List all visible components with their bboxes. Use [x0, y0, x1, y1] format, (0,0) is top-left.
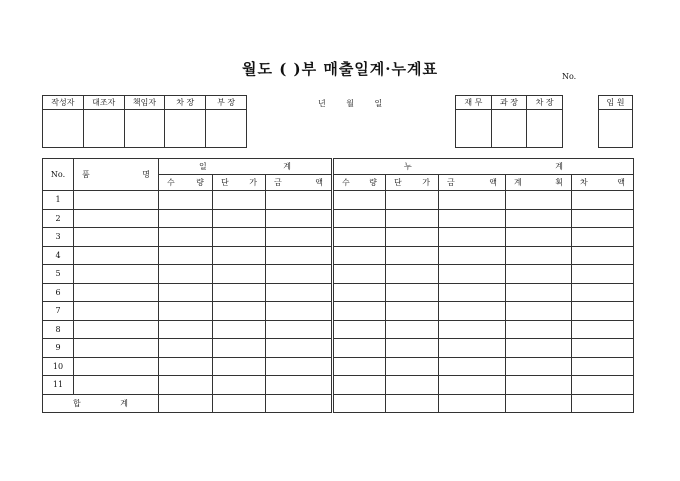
table-cell[interactable]: [333, 339, 386, 358]
table-cell[interactable]: [572, 246, 634, 265]
table-cell[interactable]: [266, 357, 333, 376]
table-cell[interactable]: [506, 209, 572, 228]
table-cell[interactable]: [266, 376, 333, 395]
table-cell[interactable]: [159, 246, 213, 265]
approval-stamp-cell[interactable]: [456, 110, 492, 148]
approval-box-left: [42, 95, 247, 148]
table-cell[interactable]: [266, 191, 333, 210]
table-cell[interactable]: [333, 228, 386, 247]
table-cell[interactable]: [74, 209, 159, 228]
table-cell[interactable]: [506, 283, 572, 302]
approval-stamp-cell[interactable]: [527, 110, 563, 148]
table-cell[interactable]: [386, 283, 439, 302]
approval-header-executive: 임 원: [599, 96, 633, 110]
table-row: [43, 339, 634, 358]
table-cell[interactable]: [386, 357, 439, 376]
table-cell[interactable]: [506, 228, 572, 247]
table-cell[interactable]: [74, 357, 159, 376]
table-cell[interactable]: [213, 339, 266, 358]
table-cell[interactable]: [439, 302, 506, 321]
row-number: 2: [43, 209, 74, 228]
table-cell[interactable]: [74, 265, 159, 284]
row-number: 7: [43, 302, 74, 321]
table-row: [43, 320, 634, 339]
daily-amount-header: 금 액: [266, 175, 333, 191]
table-cell[interactable]: [74, 320, 159, 339]
approval-header-section-chief: 과 장: [491, 96, 527, 110]
table-cell[interactable]: [159, 228, 213, 247]
table-row: [43, 228, 634, 247]
table-cell[interactable]: [386, 376, 439, 395]
row-number: 8: [43, 320, 74, 339]
approval-stamp-cell[interactable]: [83, 110, 124, 148]
table-cell[interactable]: [572, 394, 634, 412]
grand-total-label: 합 계: [43, 394, 159, 412]
daily-quantity-header: 수 량: [159, 175, 213, 191]
approval-header-deputy-right: 차 장: [527, 96, 563, 110]
table-cell[interactable]: [439, 228, 506, 247]
table-cell[interactable]: [159, 265, 213, 284]
table-cell[interactable]: [572, 376, 634, 395]
table-cell[interactable]: [213, 283, 266, 302]
table-cell[interactable]: [74, 376, 159, 395]
approval-header-finance: 재 무: [456, 96, 492, 110]
table-cell[interactable]: [572, 320, 634, 339]
table-row: [43, 283, 634, 302]
approval-header-deputy: 차 장: [165, 96, 206, 110]
table-cell[interactable]: [386, 339, 439, 358]
row-number: 10: [43, 357, 74, 376]
table-cell[interactable]: [266, 228, 333, 247]
table-cell[interactable]: [439, 376, 506, 395]
table-cell[interactable]: [159, 320, 213, 339]
table-cell[interactable]: [333, 394, 386, 412]
plan-header: 계 획: [506, 175, 572, 191]
table-cell[interactable]: [74, 191, 159, 210]
table-cell[interactable]: [386, 394, 439, 412]
table-cell[interactable]: [506, 394, 572, 412]
table-cell[interactable]: [333, 302, 386, 321]
table-cell[interactable]: [74, 339, 159, 358]
table-cell[interactable]: [572, 357, 634, 376]
row-number: 4: [43, 246, 74, 265]
row-number: 9: [43, 339, 74, 358]
daily-total-header: 일 계: [159, 159, 333, 175]
cumulative-total-header: 누 계: [333, 159, 634, 175]
row-number: 6: [43, 283, 74, 302]
row-number: 11: [43, 376, 74, 395]
table-cell[interactable]: [439, 209, 506, 228]
table-cell[interactable]: [386, 246, 439, 265]
approval-stamp-cell[interactable]: [599, 110, 633, 148]
table-cell[interactable]: [439, 265, 506, 284]
document-title: 월도 ( )부 매출일계·누계표: [242, 60, 438, 78]
table-cell[interactable]: [333, 246, 386, 265]
table-cell[interactable]: [386, 302, 439, 321]
table-cell[interactable]: [386, 209, 439, 228]
table-cell[interactable]: [266, 339, 333, 358]
table-cell[interactable]: [266, 209, 333, 228]
table-cell[interactable]: [506, 339, 572, 358]
table-cell[interactable]: [333, 357, 386, 376]
table-cell[interactable]: [159, 394, 213, 412]
table-cell[interactable]: [386, 265, 439, 284]
row-number: 3: [43, 228, 74, 247]
approval-box-right: [455, 95, 563, 148]
table-cell[interactable]: [159, 283, 213, 302]
table-cell[interactable]: [506, 191, 572, 210]
approval-header-checker: 대조자: [83, 96, 124, 110]
table-row: [43, 265, 634, 284]
item-name-header: 품 명: [74, 159, 159, 191]
table-cell[interactable]: [572, 265, 634, 284]
cumulative-unit-price-header: 단 가: [386, 175, 439, 191]
table-row: [43, 376, 634, 395]
table-cell[interactable]: [213, 228, 266, 247]
table-cell[interactable]: [506, 320, 572, 339]
table-cell[interactable]: [213, 376, 266, 395]
table-cell[interactable]: [266, 246, 333, 265]
table-cell[interactable]: [333, 265, 386, 284]
table-cell[interactable]: [506, 265, 572, 284]
table-cell[interactable]: [439, 283, 506, 302]
table-cell[interactable]: [213, 394, 266, 412]
table-cell[interactable]: [572, 283, 634, 302]
table-row: [43, 191, 634, 210]
approval-box-executive: [598, 95, 633, 148]
no-column-header: No.: [43, 159, 74, 191]
table-cell[interactable]: [266, 265, 333, 284]
table-cell[interactable]: [159, 191, 213, 210]
approval-stamp-cell[interactable]: [124, 110, 165, 148]
table-cell[interactable]: [213, 209, 266, 228]
table-cell[interactable]: [439, 394, 506, 412]
approval-header-manager: 부 장: [206, 96, 247, 110]
approval-stamp-cell[interactable]: [165, 110, 206, 148]
table-cell[interactable]: [74, 283, 159, 302]
table-cell[interactable]: [213, 265, 266, 284]
table-cell[interactable]: [572, 191, 634, 210]
table-cell[interactable]: [213, 191, 266, 210]
table-cell[interactable]: [333, 209, 386, 228]
table-cell[interactable]: [159, 339, 213, 358]
table-cell[interactable]: [333, 283, 386, 302]
table-cell[interactable]: [213, 246, 266, 265]
table-cell[interactable]: [333, 376, 386, 395]
table-row: [43, 246, 634, 265]
table-cell[interactable]: [506, 376, 572, 395]
table-cell[interactable]: [266, 283, 333, 302]
table-cell[interactable]: [159, 357, 213, 376]
table-cell[interactable]: [439, 357, 506, 376]
table-cell[interactable]: [506, 246, 572, 265]
table-cell[interactable]: [439, 191, 506, 210]
table-cell[interactable]: [439, 339, 506, 358]
table-cell[interactable]: [74, 302, 159, 321]
cumulative-amount-header: 금 액: [439, 175, 506, 191]
difference-header: 차 액: [572, 175, 634, 191]
table-row: [43, 209, 634, 228]
table-cell[interactable]: [213, 302, 266, 321]
document-number-label: No.: [562, 72, 577, 81]
table-cell[interactable]: [74, 246, 159, 265]
approval-stamp-cell[interactable]: [206, 110, 247, 148]
table-cell[interactable]: [333, 320, 386, 339]
table-cell[interactable]: [159, 209, 213, 228]
table-cell[interactable]: [572, 209, 634, 228]
table-cell[interactable]: [506, 302, 572, 321]
approval-header-writer: 작성자: [43, 96, 84, 110]
table-cell[interactable]: [386, 320, 439, 339]
approval-stamp-cell[interactable]: [43, 110, 84, 148]
date-line: 년 월 일: [318, 99, 383, 108]
sales-ledger-table: [42, 158, 634, 413]
table-cell[interactable]: [572, 228, 634, 247]
table-cell[interactable]: [333, 191, 386, 210]
table-cell[interactable]: [439, 320, 506, 339]
table-cell[interactable]: [439, 246, 506, 265]
table-cell[interactable]: [266, 394, 333, 412]
cumulative-quantity-header: 수 량: [333, 175, 386, 191]
row-number: 1: [43, 191, 74, 210]
table-cell[interactable]: [159, 302, 213, 321]
table-row: [43, 357, 634, 376]
approval-stamp-cell[interactable]: [491, 110, 527, 148]
table-cell[interactable]: [386, 228, 439, 247]
table-cell[interactable]: [572, 339, 634, 358]
table-cell[interactable]: [74, 228, 159, 247]
table-cell[interactable]: [572, 302, 634, 321]
table-cell[interactable]: [159, 376, 213, 395]
table-cell[interactable]: [506, 357, 572, 376]
table-row: [43, 302, 634, 321]
table-cell[interactable]: [213, 320, 266, 339]
daily-unit-price-header: 단 가: [213, 175, 266, 191]
table-cell[interactable]: [386, 191, 439, 210]
table-cell[interactable]: [266, 302, 333, 321]
table-cell[interactable]: [213, 357, 266, 376]
approval-header-responsible: 책임자: [124, 96, 165, 110]
row-number: 5: [43, 265, 74, 284]
table-cell[interactable]: [266, 320, 333, 339]
